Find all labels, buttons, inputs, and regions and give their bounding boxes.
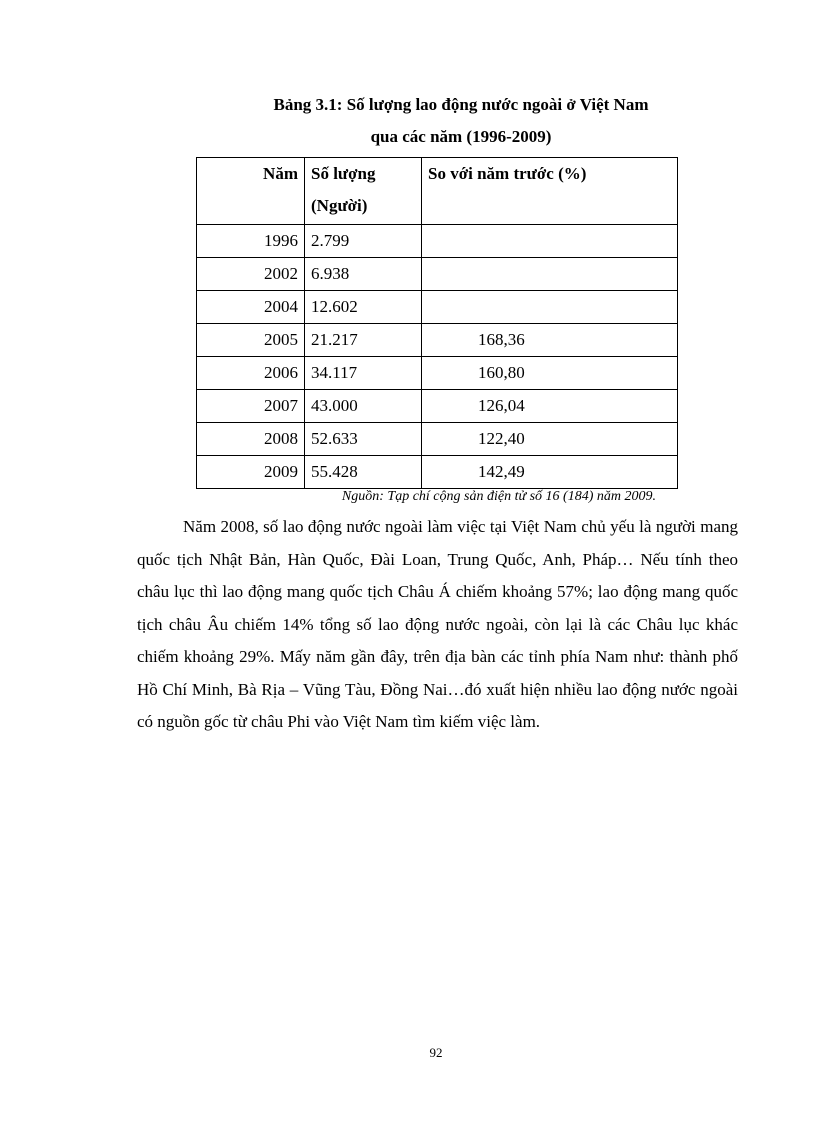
header-ratio: So với năm trước (%) xyxy=(422,158,678,225)
cell-ratio xyxy=(422,258,678,291)
table-title-line1: Bảng 3.1: Số lượng lao động nước ngoài ở Việt Nam xyxy=(273,95,649,114)
table-row xyxy=(197,390,678,423)
cell-count: 12.602 xyxy=(305,291,422,324)
cell-year: 2009 xyxy=(197,456,305,489)
cell-ratio: 168,36 xyxy=(422,324,678,357)
cell-count: 6.938 xyxy=(305,258,422,291)
table-row xyxy=(197,258,678,291)
cell-count: 55.428 xyxy=(305,456,422,489)
cell-year: 2006 xyxy=(197,357,305,390)
cell-count: 43.000 xyxy=(305,390,422,423)
cell-year: 2002 xyxy=(197,258,305,291)
table-row xyxy=(197,423,678,456)
header-count xyxy=(305,158,422,225)
header-year: Năm xyxy=(197,158,305,225)
table-title-line2: qua các năm (1996-2009) xyxy=(370,127,552,146)
cell-year: 2004 xyxy=(197,291,305,324)
table-header-row xyxy=(197,158,678,225)
cell-count: 21.217 xyxy=(305,324,422,357)
table-row xyxy=(197,324,678,357)
header-count-line2: (Người) xyxy=(311,196,368,215)
cell-year: 2005 xyxy=(197,324,305,357)
cell-count: 2.799 xyxy=(305,225,422,258)
cell-ratio: 142,49 xyxy=(422,456,678,489)
body-paragraph: Năm 2008, số lao động nước ngoài làm việc tại Việt Nam chủ yếu là người mang quốc tịch Nhật Bản, Hàn Quốc, Đài Loan, Trung Quốc, Anh, Pháp… Nếu tính theo châu lục thì lao động mang quốc tịch Châu Á chiếm khoảng 57%; lao động mang quốc tịch châu Âu chiếm 14% tổng số lao động nước ngoài, còn lại là các Châu lục khác chiếm khoảng 29%. Mấy năm gần đây, trên địa bàn các tỉnh phía Nam như: thành phố Hồ Chí Minh, Bà Rịa – Vũng Tàu, Đồng Nai…đó xuất hiện nhiều lao động nước ngoài có nguồn gốc từ châu Phi vào Việt Nam tìm kiếm việc làm. xyxy=(137,517,738,731)
table-row xyxy=(197,291,678,324)
cell-ratio xyxy=(422,291,678,324)
cell-year: 2008 xyxy=(197,423,305,456)
cell-count: 52.633 xyxy=(305,423,422,456)
table-row xyxy=(197,456,678,489)
cell-year: 1996 xyxy=(197,225,305,258)
table-row xyxy=(197,357,678,390)
page-number: 92 xyxy=(429,1045,443,1060)
cell-ratio xyxy=(422,225,678,258)
cell-ratio: 126,04 xyxy=(422,390,678,423)
cell-ratio: 160,80 xyxy=(422,357,678,390)
cell-ratio: 122,40 xyxy=(422,423,678,456)
header-count-line1: Số lượng xyxy=(311,164,376,183)
cell-count: 34.117 xyxy=(305,357,422,390)
data-table xyxy=(196,157,678,489)
table-row xyxy=(197,225,678,258)
cell-year: 2007 xyxy=(197,390,305,423)
table-source-note: Nguồn: Tạp chí cộng sản điện tử số 16 (184) năm 2009. xyxy=(341,489,656,504)
